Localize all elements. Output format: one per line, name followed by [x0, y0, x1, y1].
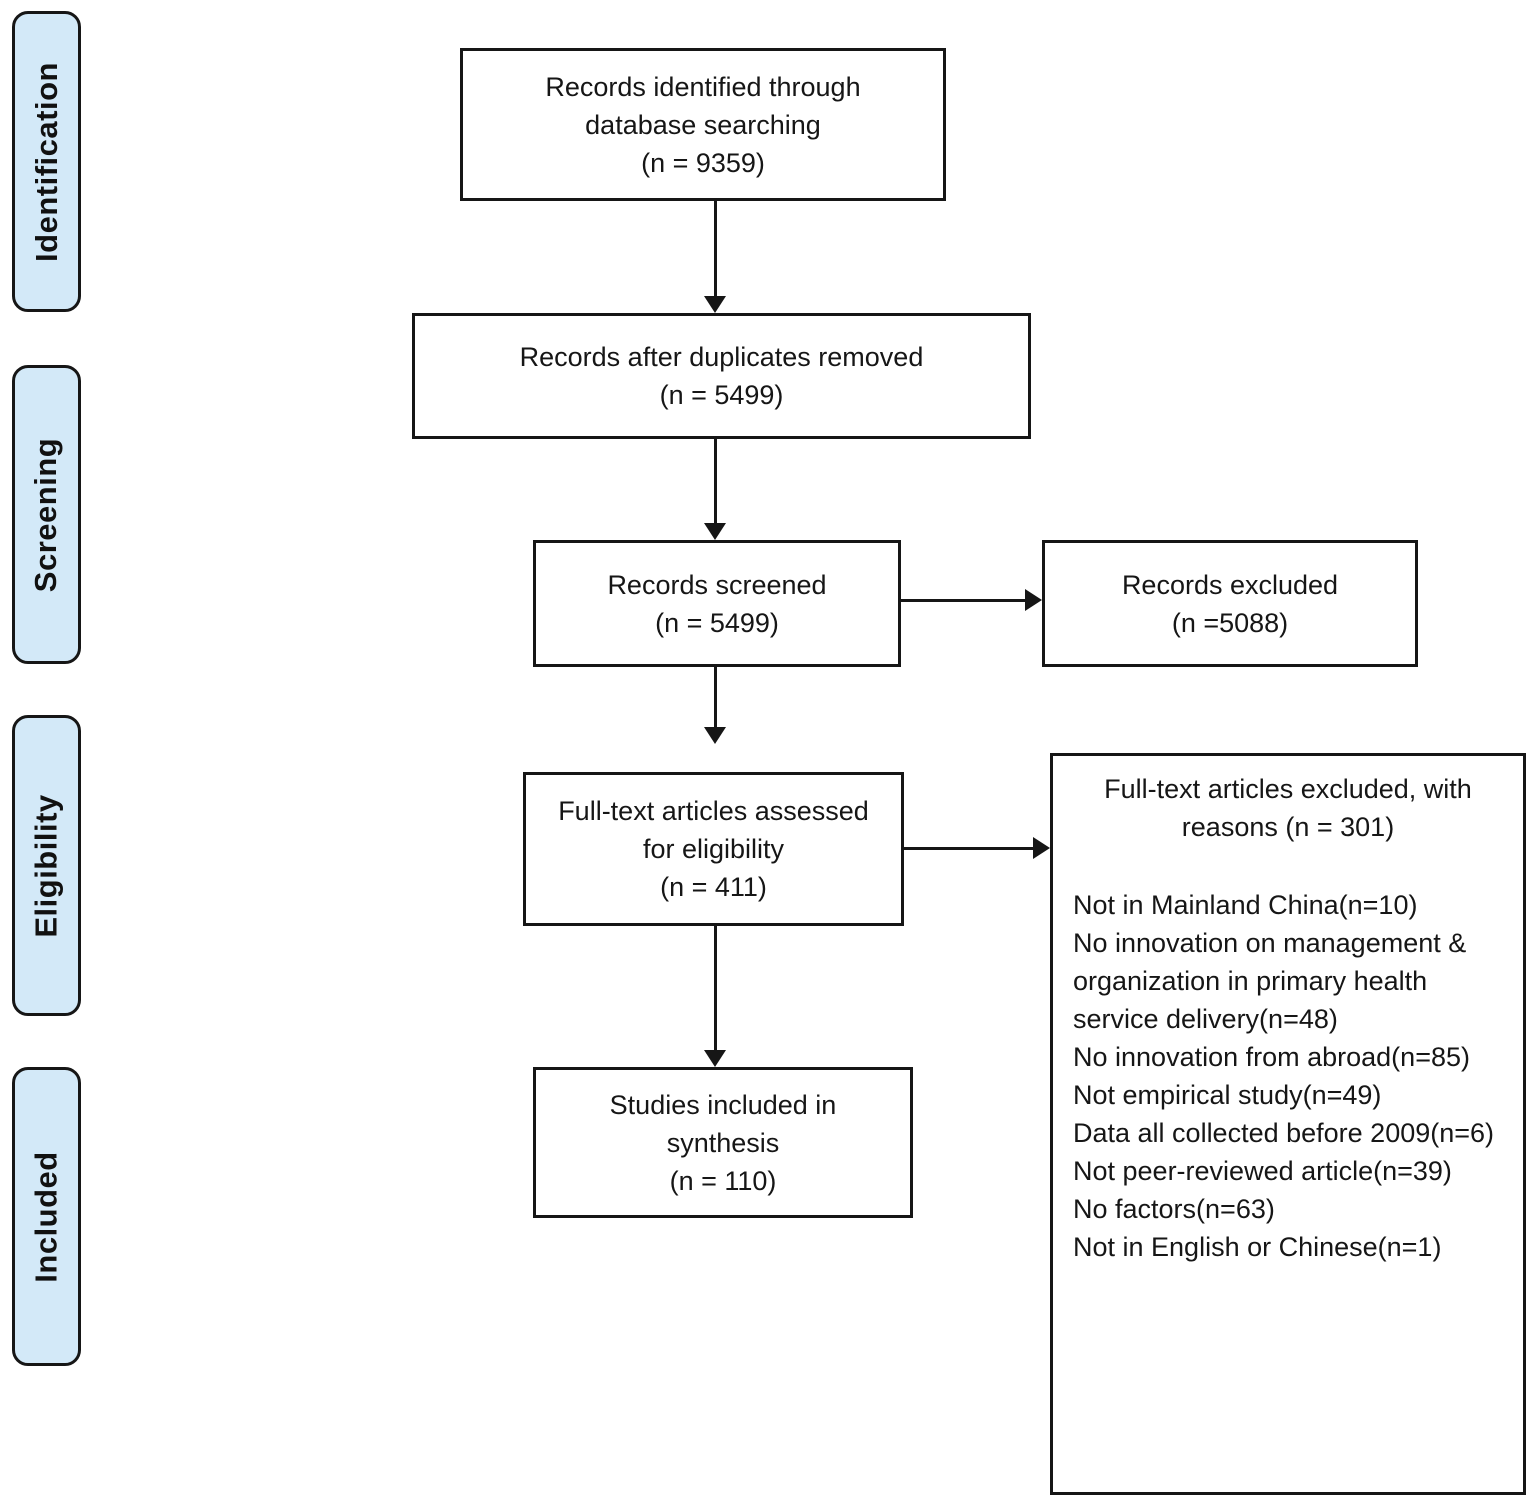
arrow-fulltext-to-reasons-head: [1033, 837, 1050, 859]
stage-included-label: Included: [28, 1150, 64, 1283]
box-fulltext-excluded-reasons: [1050, 753, 1526, 1495]
arrow-duplicates-to-screened-line: [714, 439, 717, 524]
fulltext-excluded-heading-line2: reasons: [1181, 812, 1278, 842]
stage-included: [12, 1067, 81, 1366]
stage-eligibility-label: Eligibility: [28, 793, 64, 938]
fulltext-excluded-heading: [1073, 770, 1503, 846]
exclusion-reason: No innovation from abroad(n=85): [1073, 1042, 1470, 1072]
arrow-screened-to-excluded-line: [901, 599, 1026, 602]
fulltext-excluded-count: (n = 301): [1285, 812, 1395, 842]
stage-screening: [12, 365, 81, 664]
exclusion-reason: Not empirical study(n=49): [1073, 1080, 1382, 1110]
records-identified-line1: Records identified through: [545, 71, 861, 102]
duplicates-removed-count: (n = 5499): [659, 380, 784, 410]
studies-included-line2: synthesis: [666, 1127, 780, 1158]
studies-included-count: (n = 110): [669, 1165, 777, 1196]
box-fulltext-assessed: [523, 772, 904, 926]
records-excluded-line1: Records excluded: [1121, 569, 1339, 600]
records-excluded-count: (n =5088): [1171, 607, 1289, 638]
arrow-screened-to-fulltext-line: [714, 667, 717, 728]
stage-identification: [12, 11, 81, 312]
arrow-identified-to-duplicates-line: [714, 201, 717, 297]
box-records-excluded: [1042, 540, 1418, 667]
exclusion-reason: Not in English or Chinese(n=1): [1073, 1232, 1442, 1262]
arrow-screened-to-excluded-head: [1025, 589, 1042, 611]
records-screened-count: (n = 5499): [655, 607, 779, 638]
duplicates-removed-line1: Records after duplicates removed: [519, 342, 924, 372]
arrow-duplicates-to-screened-head: [704, 523, 726, 540]
arrow-identified-to-duplicates-head: [704, 296, 726, 313]
exclusion-reason: No innovation on management & organization in primary health service delivery(n=48): [1073, 928, 1467, 1034]
exclusion-reason: Data all collected before 2009(n=6): [1073, 1118, 1495, 1148]
arrow-screened-to-fulltext-head: [704, 727, 726, 744]
box-studies-included: [533, 1067, 913, 1218]
box-records-identified: [460, 48, 946, 201]
records-identified-line2: database searching: [585, 109, 821, 140]
arrow-fulltext-to-included-line: [714, 926, 717, 1051]
box-records-screened: [533, 540, 901, 667]
fulltext-assessed-line2: for eligibility: [642, 834, 785, 864]
exclusion-reason: Not in Mainland China(n=10): [1073, 890, 1418, 920]
arrow-fulltext-to-included-head: [704, 1050, 726, 1067]
fulltext-assessed-line1: Full-text articles assessed: [558, 796, 869, 826]
stage-eligibility: [12, 715, 81, 1016]
box-duplicates-removed: [412, 313, 1031, 439]
fulltext-assessed-count: (n = 411): [660, 872, 767, 902]
stage-identification-label: Identification: [28, 61, 64, 262]
exclusion-reasons-list: [1073, 886, 1503, 1266]
records-identified-count: (n = 9359): [641, 147, 765, 178]
exclusion-reason: No factors(n=63): [1073, 1194, 1275, 1224]
arrow-fulltext-to-reasons-line: [904, 847, 1034, 850]
stage-screening-label: Screening: [28, 437, 64, 592]
exclusion-reason: Not peer-reviewed article(n=39): [1073, 1156, 1452, 1186]
studies-included-line1: Studies included in: [609, 1089, 837, 1120]
records-screened-line1: Records screened: [607, 569, 827, 600]
fulltext-excluded-heading-line1: Full-text articles excluded, with: [1104, 774, 1472, 804]
